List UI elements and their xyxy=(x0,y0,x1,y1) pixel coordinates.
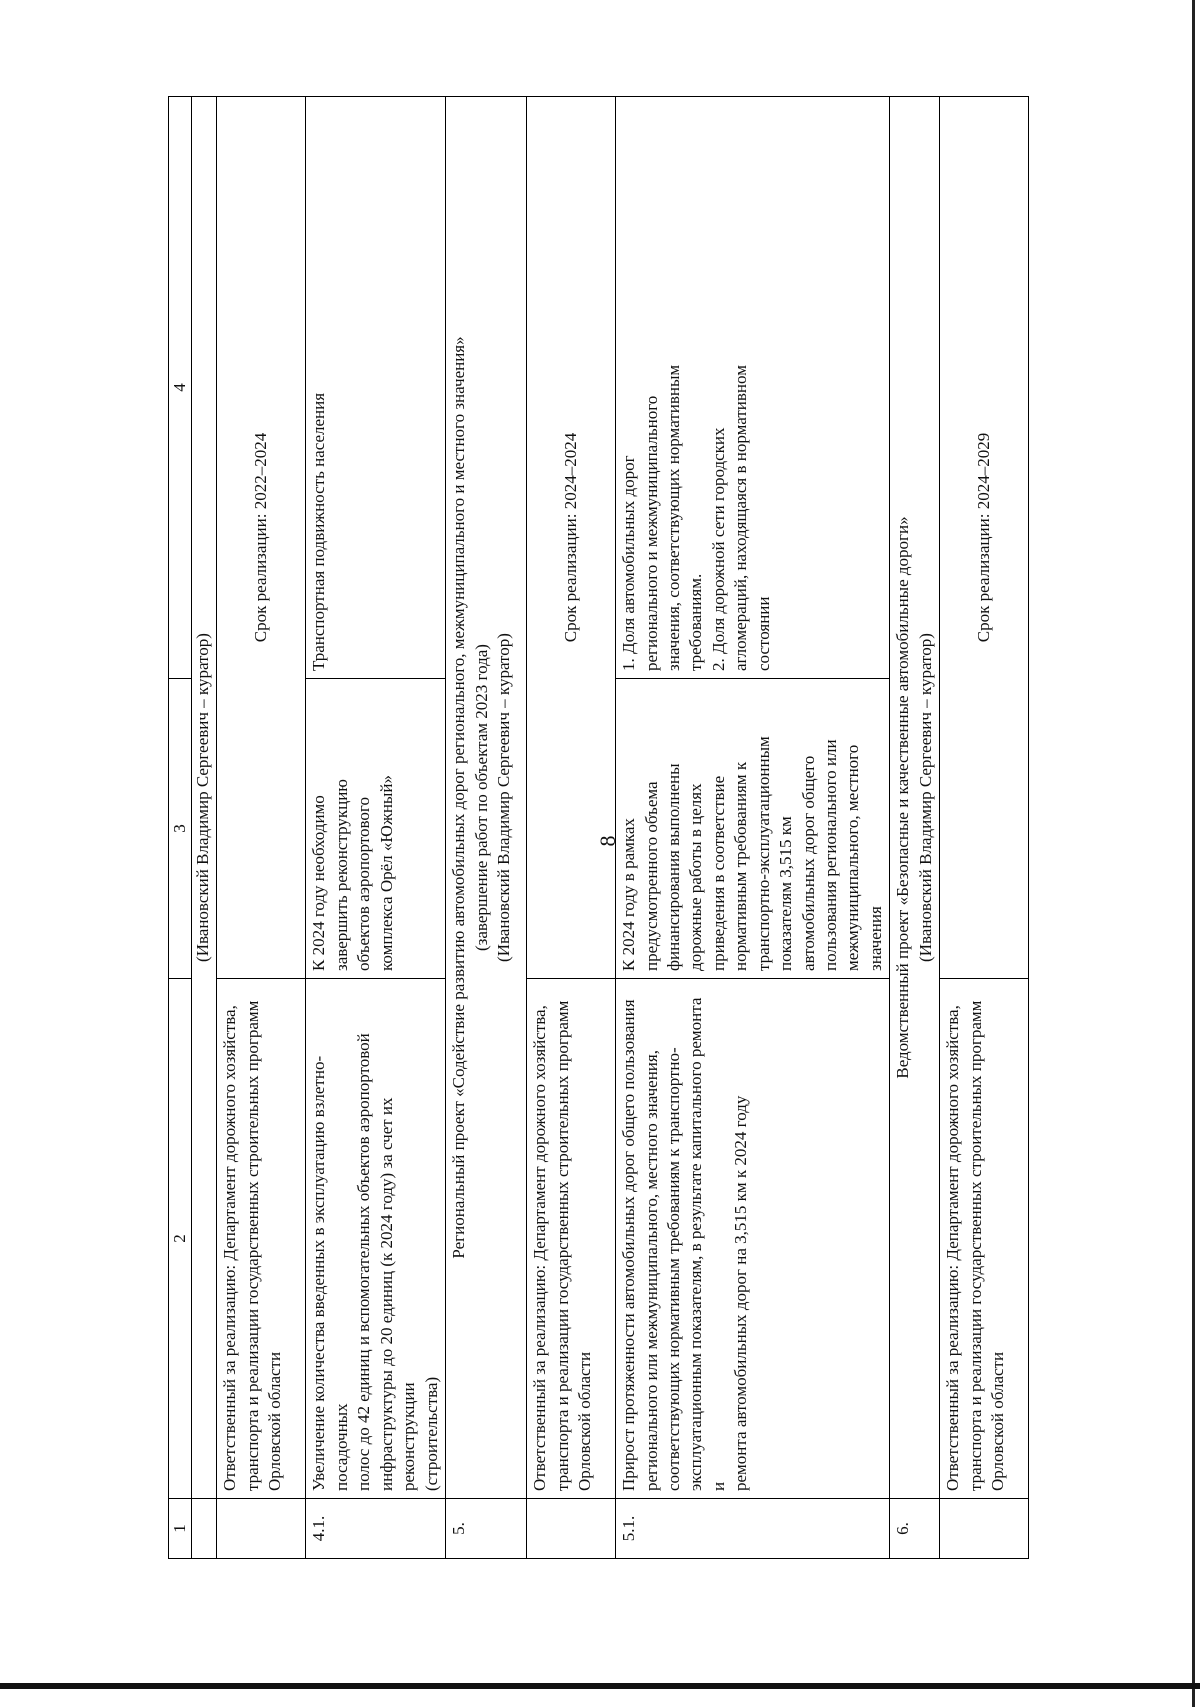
indicator-text: Транспортная подвижность населения xyxy=(306,97,446,679)
text-line: Ответственный за реализацию: Департамент дорожного хозяйства, xyxy=(943,1005,963,1491)
text-line: Орловской области xyxy=(988,1351,1008,1491)
text-line: значения, соответствующих нормативным xyxy=(663,364,683,671)
text-line: Ведомственный проект «Безопасные и качественные автомобильные дороги» xyxy=(893,516,913,1079)
text-line: состоянии xyxy=(753,596,773,671)
text-line: агломераций, находящаяся в нормативном xyxy=(731,365,751,671)
expected-result xyxy=(306,679,446,979)
responsible-text xyxy=(940,979,1029,1499)
term-text: Срок реализации: 2024–2024 xyxy=(527,97,616,979)
header-col-4: 4 xyxy=(169,97,192,679)
scan-border-bottom xyxy=(0,1683,1200,1689)
text-line: автомобильных дорог общего xyxy=(798,755,818,971)
text-line: Ответственный за реализацию: Департамент дорожного хозяйства, xyxy=(530,1005,550,1491)
task-description xyxy=(616,979,890,1499)
text-line: К 2024 году в рамках xyxy=(619,818,639,971)
text-line: приведения в соответствие xyxy=(708,775,728,971)
text-line: межмуниципального, местного xyxy=(843,744,863,971)
text-line: значения xyxy=(865,906,885,971)
text-line: ремонта автомобильных дорог на 3,515 км к 2024 году xyxy=(731,1095,751,1491)
page-number: 8 xyxy=(595,835,620,847)
responsible-row-3 xyxy=(940,97,1029,1559)
text-line: Орловской области xyxy=(574,1351,594,1491)
text-line: регионального и межмуниципального xyxy=(641,395,661,671)
text-line: полос до 42 единиц и вспомогательных объектов аэропортовой xyxy=(354,1033,374,1491)
row-number: 5.1. xyxy=(616,1499,890,1559)
text-line: финансирования выполнены xyxy=(663,763,683,971)
empty-cell xyxy=(940,1499,1029,1559)
text-line: регионального или межмуниципального, местного значения, xyxy=(641,1050,661,1491)
text-line: транспорта и реализации государственных строительных программ xyxy=(965,1000,985,1491)
expected-result xyxy=(616,679,890,979)
text-line: транспорта и реализации государственных строительных программ xyxy=(242,1000,262,1491)
header-col-3: 3 xyxy=(169,679,192,979)
term-text: Срок реализации: 2024–2029 xyxy=(940,97,1029,979)
row-number: 5. xyxy=(446,1499,527,1559)
text-line: транспорта и реализации государственных строительных программ xyxy=(552,1000,572,1491)
text-line: соответствующих нормативным требованиям к транспортно- xyxy=(663,1047,683,1491)
row-number: 4.1. xyxy=(306,1499,446,1559)
text-line: дорожные работы в целях xyxy=(686,783,706,971)
text-line: Ответственный за реализацию: Департамент дорожного хозяйства, xyxy=(220,1005,240,1491)
task-description xyxy=(306,979,446,1499)
text-line: завершить реконструкцию xyxy=(331,778,351,971)
curator-row xyxy=(192,97,217,1559)
table-row-4-1 xyxy=(306,97,446,1559)
text-line: (Ивановский Владимир Сергеевич – куратор) xyxy=(915,633,935,962)
project-title xyxy=(446,97,527,1499)
row-number: 6. xyxy=(890,1499,940,1559)
text-line: (завершение работ по объектам 2023 года) xyxy=(471,644,491,951)
text-line: К 2024 году необходимо xyxy=(309,795,329,971)
header-col-1: 1 xyxy=(169,1499,192,1559)
project-title xyxy=(890,97,940,1499)
responsible-row-1 xyxy=(217,97,306,1559)
document-table xyxy=(168,96,1029,1559)
responsible-text xyxy=(527,979,616,1499)
text-line: показателям 3,515 км xyxy=(776,816,796,971)
empty-cell xyxy=(217,1499,306,1559)
text-line: Увеличение количества введенных в эксплуатацию взлетно-посадочных xyxy=(309,1055,351,1491)
table-row-5-1 xyxy=(616,97,890,1559)
rotated-table-container xyxy=(168,97,1036,1559)
responsible-row-2 xyxy=(527,97,616,1559)
indicator-text xyxy=(616,97,890,679)
text-line: требованиям. xyxy=(686,573,706,671)
responsible-text xyxy=(217,979,306,1499)
text-line: Орловской области xyxy=(265,1351,285,1491)
text-line: нормативным требованиям к xyxy=(731,761,751,971)
text-line: объектов аэропортового xyxy=(354,797,374,971)
text-line: предусмотренного объема xyxy=(641,781,661,971)
table-header-row xyxy=(169,97,192,1559)
empty-cell xyxy=(192,1499,217,1559)
text-line: Прирост протяженности автомобильных дорог общего пользования xyxy=(619,999,639,1491)
text-line: пользования регионального или xyxy=(821,739,840,971)
project-row-5 xyxy=(446,97,527,1559)
text-line: (строительства) xyxy=(421,1376,441,1491)
text-line: 1. Доля автомобильных дорог xyxy=(619,455,639,671)
text-line: инфраструктуры до 20 единиц (к 2024 году) за счет их реконструкции xyxy=(376,1097,419,1491)
text-line: транспортно-эксплуатационным xyxy=(753,736,773,971)
text-line: комплекса Орёл «Южный» xyxy=(376,775,396,971)
empty-cell xyxy=(527,1499,616,1559)
text-line: Региональный проект «Содействие развитию автомобильных дорог регионального, межмуниципального и местного значения» xyxy=(449,336,469,1259)
project-row-6 xyxy=(890,97,940,1559)
curator-text: (Ивановский Владимир Сергеевич – куратор) xyxy=(192,97,217,1499)
text-line: 2. Доля дорожной сети городских xyxy=(708,427,728,671)
text-line: эксплуатационным показателям, в результате капитального ремонта и xyxy=(686,997,728,1491)
term-text: Срок реализации: 2022–2024 xyxy=(217,97,306,979)
header-col-2: 2 xyxy=(169,979,192,1499)
text-line: (Ивановский Владимир Сергеевич – куратор) xyxy=(493,633,513,962)
scan-border-right xyxy=(1192,0,1195,1707)
